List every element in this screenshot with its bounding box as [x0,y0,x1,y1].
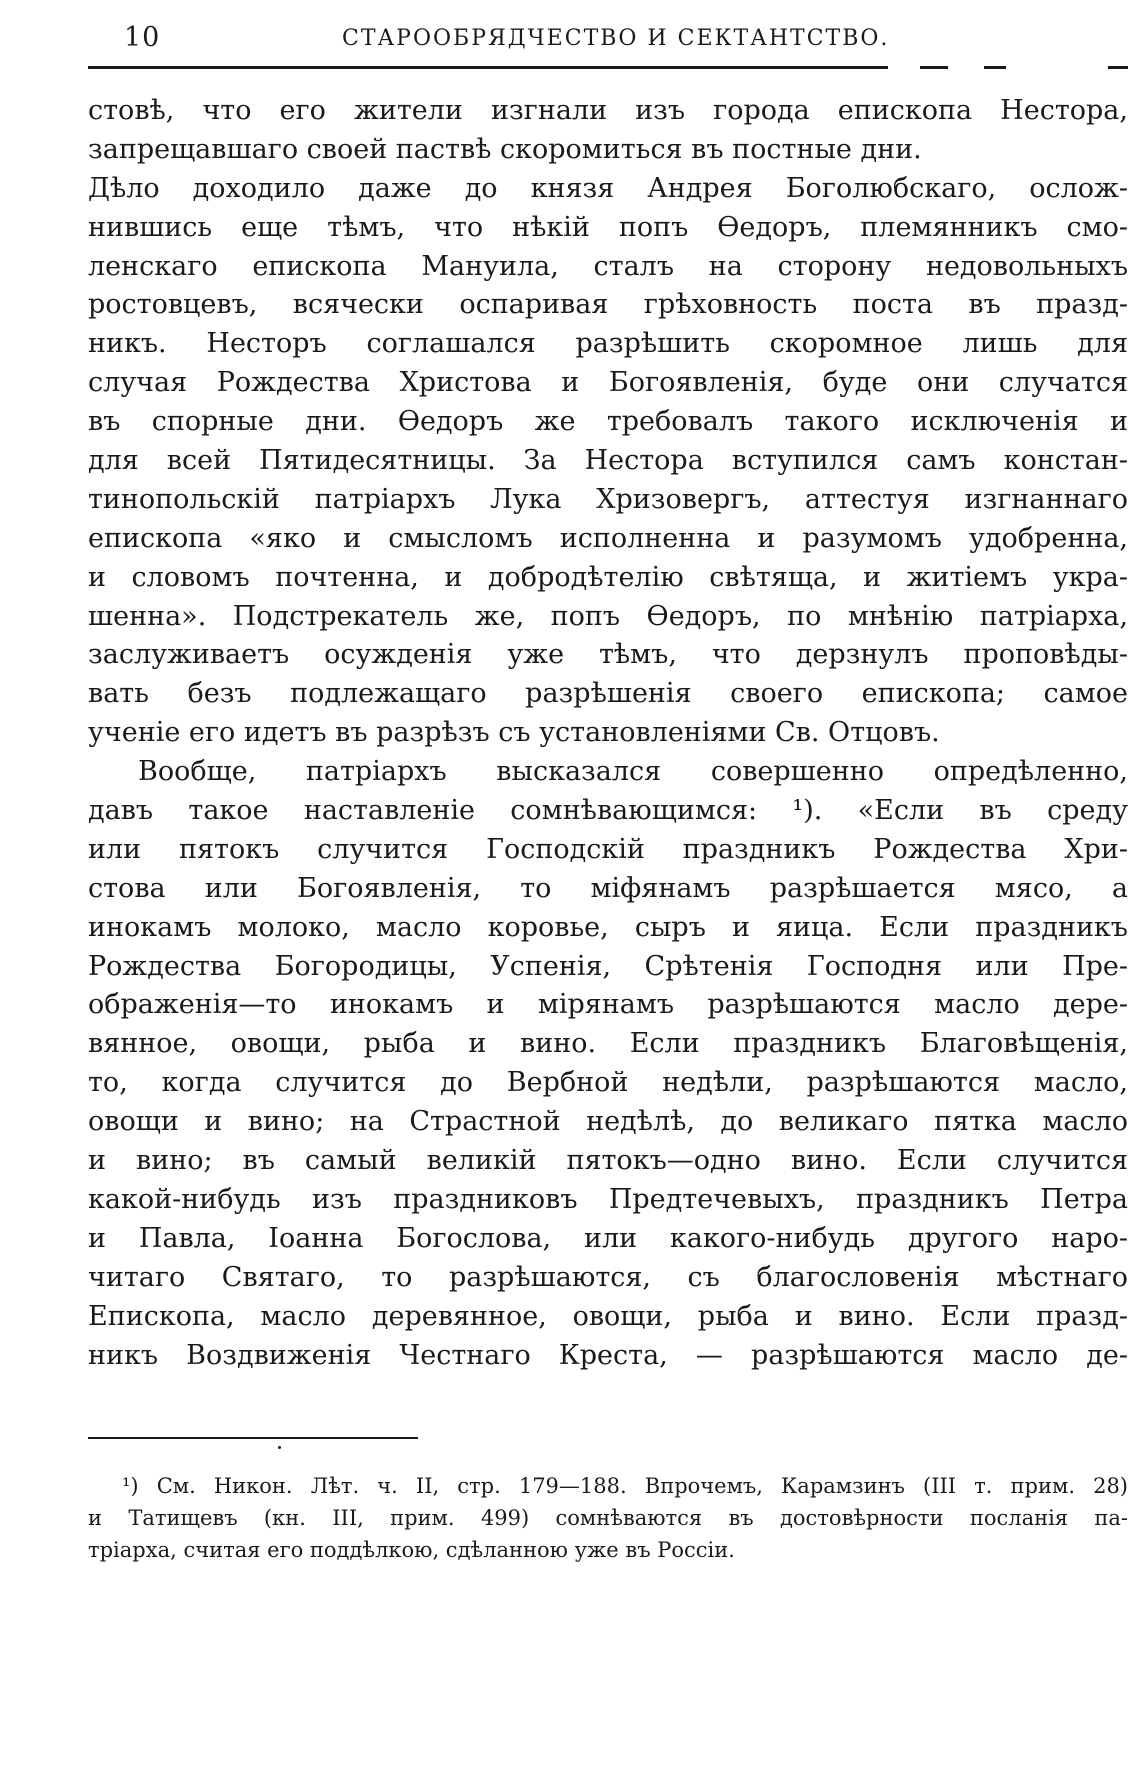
text-line: никъ. Несторъ соглашался разрѣшить скоромное лишь для [88,328,1128,360]
text-line: стова или Богоявленія, то міфянамъ разрѣшается мясо, а [88,872,1128,904]
footnotes [88,1470,1128,1566]
text-line: ображенія—то инокамъ и мірянамъ разрѣшаются масло дере- [88,989,1128,1021]
text-line: случая Рождества Христова и Богоявленія, буде они случатся [88,367,1128,399]
text-line: ростовцевъ, всячески оспаривая грѣховность поста въ празд- [88,289,1128,321]
text-line: нившись еще тѣмъ, что нѣкій попъ Ѳедоръ, племянникъ смо- [88,211,1128,243]
text-line: тинопольскій патріархъ Лука Хризовергъ, аттестуя изгнаннаго [88,483,1128,515]
footnote-line: и Татищевъ (кн. III, прим. 499) сомнѣваются въ достовѣрности посланія па- [88,1506,1128,1530]
text-line: и словомъ почтенна, и добродѣтелію свѣтяща, и житіемъ укра- [88,561,1128,593]
text-line: Епископа, масло деревянное, овощи, рыба и вино. Если празд- [88,1300,1128,1332]
text-line: то, когда случится до Вербной недѣли, разрѣшаются масло, [88,1067,1128,1099]
header-rule [88,66,888,69]
header-rule-dash [1108,66,1128,69]
text-line: и Павла, Іоанна Богослова, или какого-нибудь другого наро- [88,1222,1128,1254]
main-text [88,92,1128,1375]
text-line: или пятокъ случится Господскій праздникъ Рождества Хри- [88,833,1128,865]
text-line: для всей Пятидесятницы. За Нестора вступился самъ констан- [88,445,1128,477]
page-header [88,22,1128,62]
text-line: и вино; въ самый великій пятокъ—одно вино. Если случится [88,1145,1128,1177]
text-line: овощи и вино; на Страстной недѣлѣ, до великаго пятка масло [88,1106,1128,1138]
header-rule-dash [920,66,948,69]
footnote-line: ¹) См. Никон. Лѣт. ч. II, стр. 179—188. Впрочемъ, Карамзинъ (III т. прим. 28) [122,1474,1128,1498]
text-line: Рождества Богородицы, Успенія, Срѣтенія Господня или Пре- [88,950,1128,982]
text-line: шенна». Подстрекатель же, попъ Ѳедоръ, по мнѣнію патріарха, [88,600,1128,632]
text-line: заслуживаетъ осужденія уже тѣмъ, что дерзнулъ проповѣды- [88,639,1128,671]
text-line: въ спорные дни. Ѳедоръ же требовалъ такого исключенія и [88,406,1128,438]
text-line: епископа «яко и смысломъ исполненна и разумомъ удобренна, [88,522,1128,554]
page-number: 10 [124,22,161,53]
text-line: ленскаго епископа Мануила, сталъ на сторону недовольныхъ [88,250,1128,282]
text-line: какой-нибудь изъ праздниковъ Предтечевыхъ, праздникъ Петра [88,1183,1128,1215]
text-line: инокамъ молоко, масло коровье, сыръ и яица. Если праздникъ [88,911,1128,943]
print-speck [278,1446,281,1449]
text-line: читаго Святаго, то разрѣшаются, съ благословенія мѣстнаго [88,1261,1128,1293]
text-line: Дѣло доходило даже до князя Андрея Боголюбскаго, ослож- [88,172,1128,204]
text-line: давъ такое наставленіе сомнѣвающимся: ¹). «Если въ среду [88,795,1128,827]
text-line: вянное, овощи, рыба и вино. Если праздникъ Благовѣщенія, [88,1028,1128,1060]
text-line: ученіе его идетъ въ разрѣзъ съ установленіями Св. Отцовъ. [88,717,940,749]
footnote-line: тріарха, считая его поддѣлкою, сдѣланною уже въ Россіи. [88,1538,735,1562]
running-title: СТАРООБРЯДЧЕСТВО И СЕКТАНТСТВО. [342,26,890,51]
header-rule-dash [984,66,1006,69]
footnote-separator [88,1437,418,1439]
text-line: вать безъ подлежащаго разрѣшенія своего епископа; самое [88,678,1128,710]
text-line: запрещавшаго своей паствѣ скоромиться въ постные дни. [88,133,922,165]
text-line: Вообще, патріархъ высказался совершенно опредѣленно, [138,756,1128,788]
text-line: стовѣ, что его жители изгнали изъ города епископа Нестора, [88,95,1128,126]
text-line: никъ Воздвиженія Честнаго Креста, — разрѣшаются масло де- [88,1339,1128,1371]
